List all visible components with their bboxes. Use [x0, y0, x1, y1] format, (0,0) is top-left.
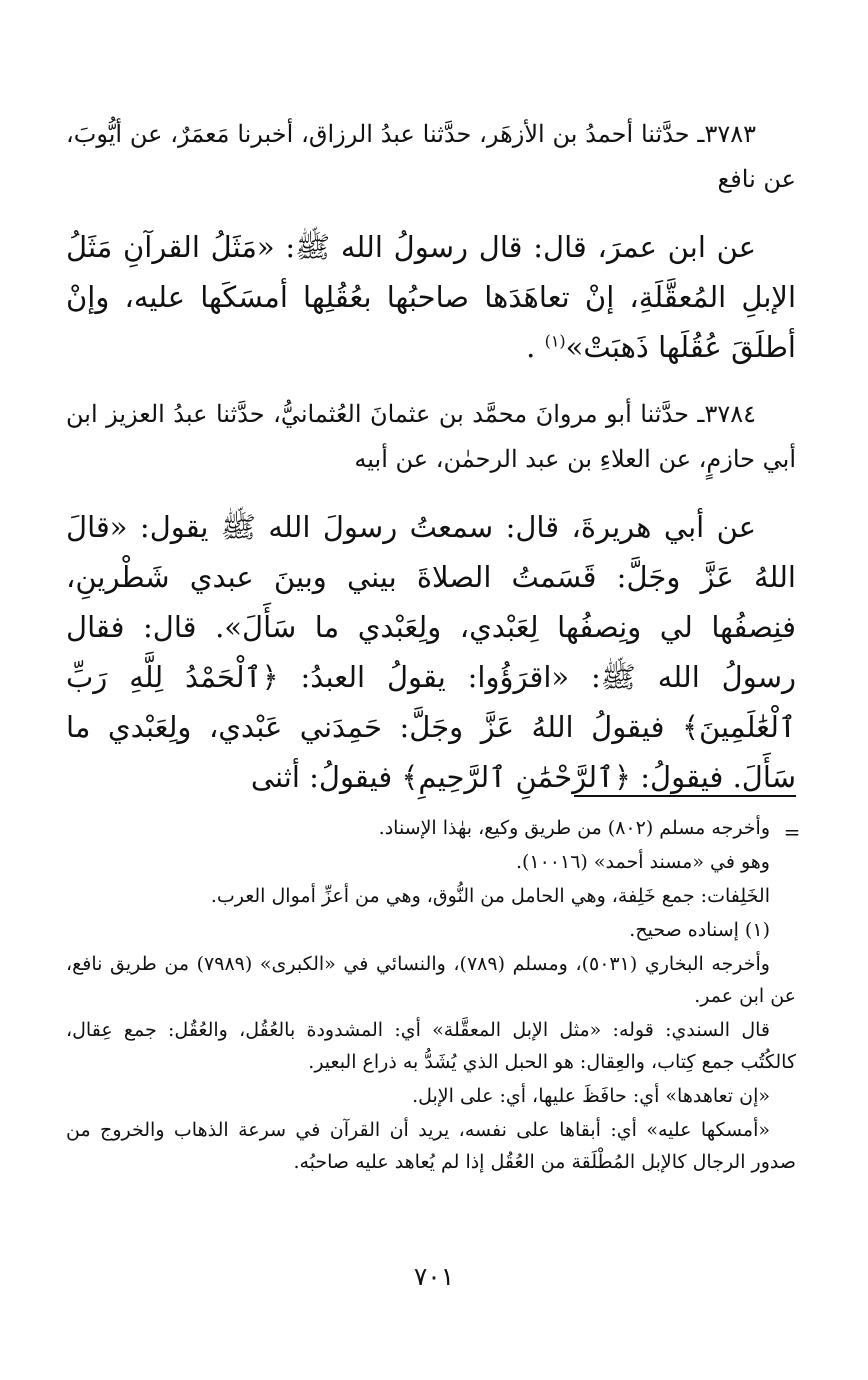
hadith-3783-matn-text: عن ابن عمرَ، قال: قال رسولُ الله ﷺ: «مَثَلُ القرآنِ مَثَلُ الإبلِ المُعقَّلَةِ، إنْ تعاهَدَها صاحبُها بعُقُلِها أمسَكَها عليه، وإنْ أطلَقَ عُقُلَها ذَهبَتْ» [66, 230, 796, 364]
footnote-line: وأخرجه مسلم (٨٠٢) من طريق وكيع، بهٰذا الإسناد. [378, 817, 770, 839]
continuation-mark: = [783, 820, 801, 844]
footnote-line: (١) إسناده صحيح. [629, 919, 770, 941]
main-text [66, 112, 796, 802]
footnote-marker: (١) [544, 331, 566, 351]
footnote-line: قال السندي: قوله: «مثل الإبل المعقَّلة» أي: المشدودة بالعُقُل، والعُقُل: جمع عِقال، كالكُتُب جمع كِتاب، والعِقال: هو الحبل الذي يُشَدُّ به ذراع البعير. [66, 1019, 796, 1073]
hadith-3784-isnad: ٣٧٨٤ـ حدَّثنا أبو مروانَ محمَّد بن عثمانَ العُثمانيُّ، حدَّثنا عبدُ العزيز ابن أبي حازمٍ، عن العلاءِ بن عبد الرحمٰن، عن أبيه [66, 400, 796, 473]
footnote-line: وهو في «مسند أحمد» (١٠٠١٦). [515, 851, 770, 873]
footnote-line: وأخرجه البخاري (٥٠٣١)، ومسلم (٧٨٩)، والنسائي في «الكبرى» (٧٩٨٩) من طريق نافع، عن ابن عمر. [66, 953, 796, 1007]
footnotes [66, 812, 796, 1178]
footnote-line: «إن تعاهدها» أي: حافَظَ عليها، أي: على الإبل. [412, 1085, 770, 1107]
footnote-line: الخَلِفات: جمع خَلِفة، وهي الحامل من النُّوق، وهي من أعزِّ أموال العرب. [210, 885, 770, 907]
footnote-separator [574, 795, 796, 797]
hadith-3783-ending: . [526, 330, 545, 364]
page-number: ٧٠١ [413, 1262, 455, 1291]
footnote-line: «أمسكها عليه» أي: أبقاها على نفسه، يريد أن القرآن في سرعة الذهاب والخروج من صدور الرجال كالإبل المُطْلَقة من العُقُل إذا لم يُعاهد عليه صاحبُه. [66, 1119, 796, 1173]
hadith-3784-matn: عن أبي هريرةَ، قال: سمعتُ رسولَ الله ﷺ يقول: «قالَ اللهُ عَزَّ وجَلَّ: قَسَمتُ الصلاةَ بيني وبينَ عبدي شَطْرينِ، فنِصفُها لي ونِصفُها لِعَبْدي، ولِعَبْدي ما سَأَلَ». قال: فقال رسولُ الله ﷺ: «اقرَؤُوا: يقولُ العبدُ: ﴿ٱلْحَمْدُ لِلَّهِ رَبِّ ٱلْعَٰلَمِينَ﴾ فيقولُ اللهُ عَزَّ وجَلَّ: حَمِدَني عَبْدي، ولِعَبْدي ما سَأَلَ. فيقولُ: ﴿ٱلرَّحْمَٰنِ ٱلرَّحِيمِ﴾ فيقولُ: أثنى [66, 510, 796, 794]
hadith-3783-matn [66, 222, 796, 372]
hadith-3783-isnad: ٣٧٨٣ـ حدَّثنا أحمدُ بن الأزهَر، حدَّثنا عبدُ الرزاق، أخبرنا مَعمَرٌ، عن أيُّوبَ، عن نافع [66, 120, 796, 193]
